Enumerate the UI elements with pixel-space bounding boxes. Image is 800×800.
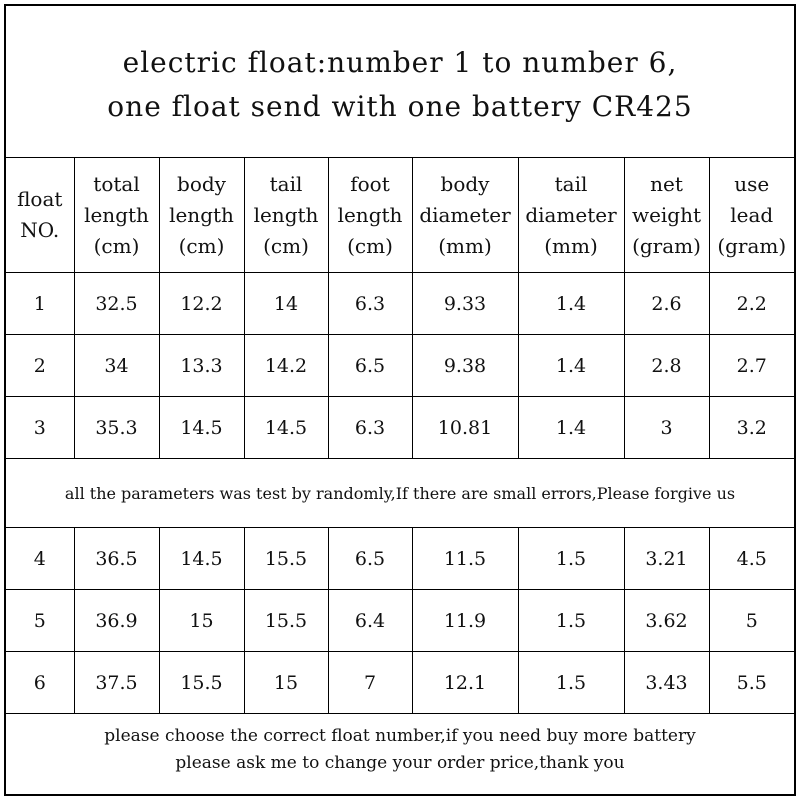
table-cell: 11.9 — [412, 590, 518, 652]
table-cell: 1 — [6, 273, 74, 335]
table-row — [6, 528, 794, 590]
header-cell-line: use — [734, 171, 770, 196]
header-cell-line: float — [17, 187, 63, 211]
header-cell-line: diameter — [419, 202, 511, 227]
table-row — [6, 397, 794, 459]
table-cell: 12.2 — [159, 273, 244, 335]
header-cell-line: weight — [631, 202, 702, 227]
header-cell-line: (gram) — [717, 233, 787, 258]
footer-line-1: please choose the correct float number,if you need buy more battery — [104, 726, 696, 746]
table-cell: 14.5 — [159, 397, 244, 459]
header-cell — [709, 158, 794, 273]
header-cell-line: total — [93, 171, 140, 196]
rows-group-b — [6, 528, 794, 714]
header-cell — [74, 158, 159, 273]
table-row — [6, 335, 794, 397]
table-cell: 15 — [159, 590, 244, 652]
header-cell-line: (mm) — [438, 233, 492, 258]
table-cell: 1.5 — [518, 528, 624, 590]
title-block — [6, 6, 794, 158]
table-cell: 34 — [74, 335, 159, 397]
header-cell-line: (cm) — [347, 233, 393, 258]
table-cell: 9.33 — [412, 273, 518, 335]
footer-line-2: please ask me to change your order price,thank you — [175, 753, 625, 773]
table-cell: 3.43 — [624, 652, 709, 714]
table-cell: 15.5 — [244, 528, 328, 590]
title-line-1: electric float:number 1 to number 6, — [122, 45, 678, 79]
rows-group-a — [6, 273, 794, 459]
table-cell: 1.4 — [518, 397, 624, 459]
table-cell: 3.62 — [624, 590, 709, 652]
table-cell: 15.5 — [244, 590, 328, 652]
table-cell: 5 — [6, 590, 74, 652]
header-cell-line: net — [650, 171, 683, 196]
header-cell-line: length — [84, 202, 149, 227]
table-cell: 36.5 — [74, 528, 159, 590]
table-cell: 15.5 — [159, 652, 244, 714]
table-cell: 6.3 — [328, 273, 412, 335]
table-cell: 6.5 — [328, 528, 412, 590]
header-cell-line: body — [177, 171, 226, 196]
table-cell: 2.8 — [624, 335, 709, 397]
header-cell-line: body — [440, 171, 490, 196]
table-cell: 10.81 — [412, 397, 518, 459]
table-cell: 2.6 — [624, 273, 709, 335]
table-cell: 6.3 — [328, 397, 412, 459]
table-cell: 32.5 — [74, 273, 159, 335]
table-row — [6, 273, 794, 335]
table-cell: 15 — [244, 652, 328, 714]
table-cell: 3 — [6, 397, 74, 459]
table-cell: 13.3 — [159, 335, 244, 397]
table-row — [6, 590, 794, 652]
table-cell: 6.4 — [328, 590, 412, 652]
title-line-2: one float send with one battery CR425 — [107, 89, 693, 123]
table-cell: 7 — [328, 652, 412, 714]
header-cell-line: (cm) — [263, 233, 309, 258]
table-cell: 2.7 — [709, 335, 794, 397]
header-cell-line: NO. — [20, 218, 60, 242]
header-cell-line: tail — [554, 171, 588, 196]
table-cell: 35.3 — [74, 397, 159, 459]
table-cell: 14.2 — [244, 335, 328, 397]
spec-sheet — [4, 4, 796, 796]
header-cell-line: (cm) — [178, 233, 225, 258]
header-cell-line: foot — [350, 171, 390, 196]
table-cell: 5.5 — [709, 652, 794, 714]
table-cell: 37.5 — [74, 652, 159, 714]
table-cell: 14.5 — [159, 528, 244, 590]
header-cell — [624, 158, 709, 273]
table-row — [6, 652, 794, 714]
header-cell — [328, 158, 412, 273]
spec-table — [6, 158, 794, 714]
header-cell — [518, 158, 624, 273]
table-cell: 2.2 — [709, 273, 794, 335]
table-cell: 3.21 — [624, 528, 709, 590]
table-cell: 12.1 — [412, 652, 518, 714]
table-cell: 11.5 — [412, 528, 518, 590]
header-cell-line: (cm) — [93, 233, 140, 258]
table-cell: 6.5 — [328, 335, 412, 397]
header-cell — [6, 158, 74, 273]
header-cell-line: diameter — [525, 202, 617, 227]
header-cell-line: length — [337, 202, 403, 227]
table-cell: 1.4 — [518, 335, 624, 397]
header-cell-line: length — [253, 202, 319, 227]
table-cell: 36.9 — [74, 590, 159, 652]
header-cell-line: (gram) — [632, 233, 701, 258]
table-cell: 1.5 — [518, 652, 624, 714]
header-cell-line: lead — [730, 202, 774, 227]
table-cell: 2 — [6, 335, 74, 397]
table-cell: 5 — [709, 590, 794, 652]
table-cell: 1.4 — [518, 273, 624, 335]
header-row — [6, 158, 794, 273]
header-cell — [244, 158, 328, 273]
table-cell: 14.5 — [244, 397, 328, 459]
header-cell — [159, 158, 244, 273]
footer-block — [6, 706, 794, 794]
note-row — [6, 459, 794, 528]
header-cell-line: (mm) — [544, 233, 598, 258]
table-cell: 9.38 — [412, 335, 518, 397]
header-cell — [412, 158, 518, 273]
table-cell: 6 — [6, 652, 74, 714]
note-text: all the parameters was test by randomly,If there are small errors,Please forgive us — [6, 459, 794, 528]
header-cell-line: tail — [269, 171, 303, 196]
header-cell-line: length — [169, 202, 234, 227]
table-cell: 1.5 — [518, 590, 624, 652]
table-cell: 3 — [624, 397, 709, 459]
table-cell: 14 — [244, 273, 328, 335]
table-cell: 3.2 — [709, 397, 794, 459]
table-cell: 4 — [6, 528, 74, 590]
table-cell: 4.5 — [709, 528, 794, 590]
